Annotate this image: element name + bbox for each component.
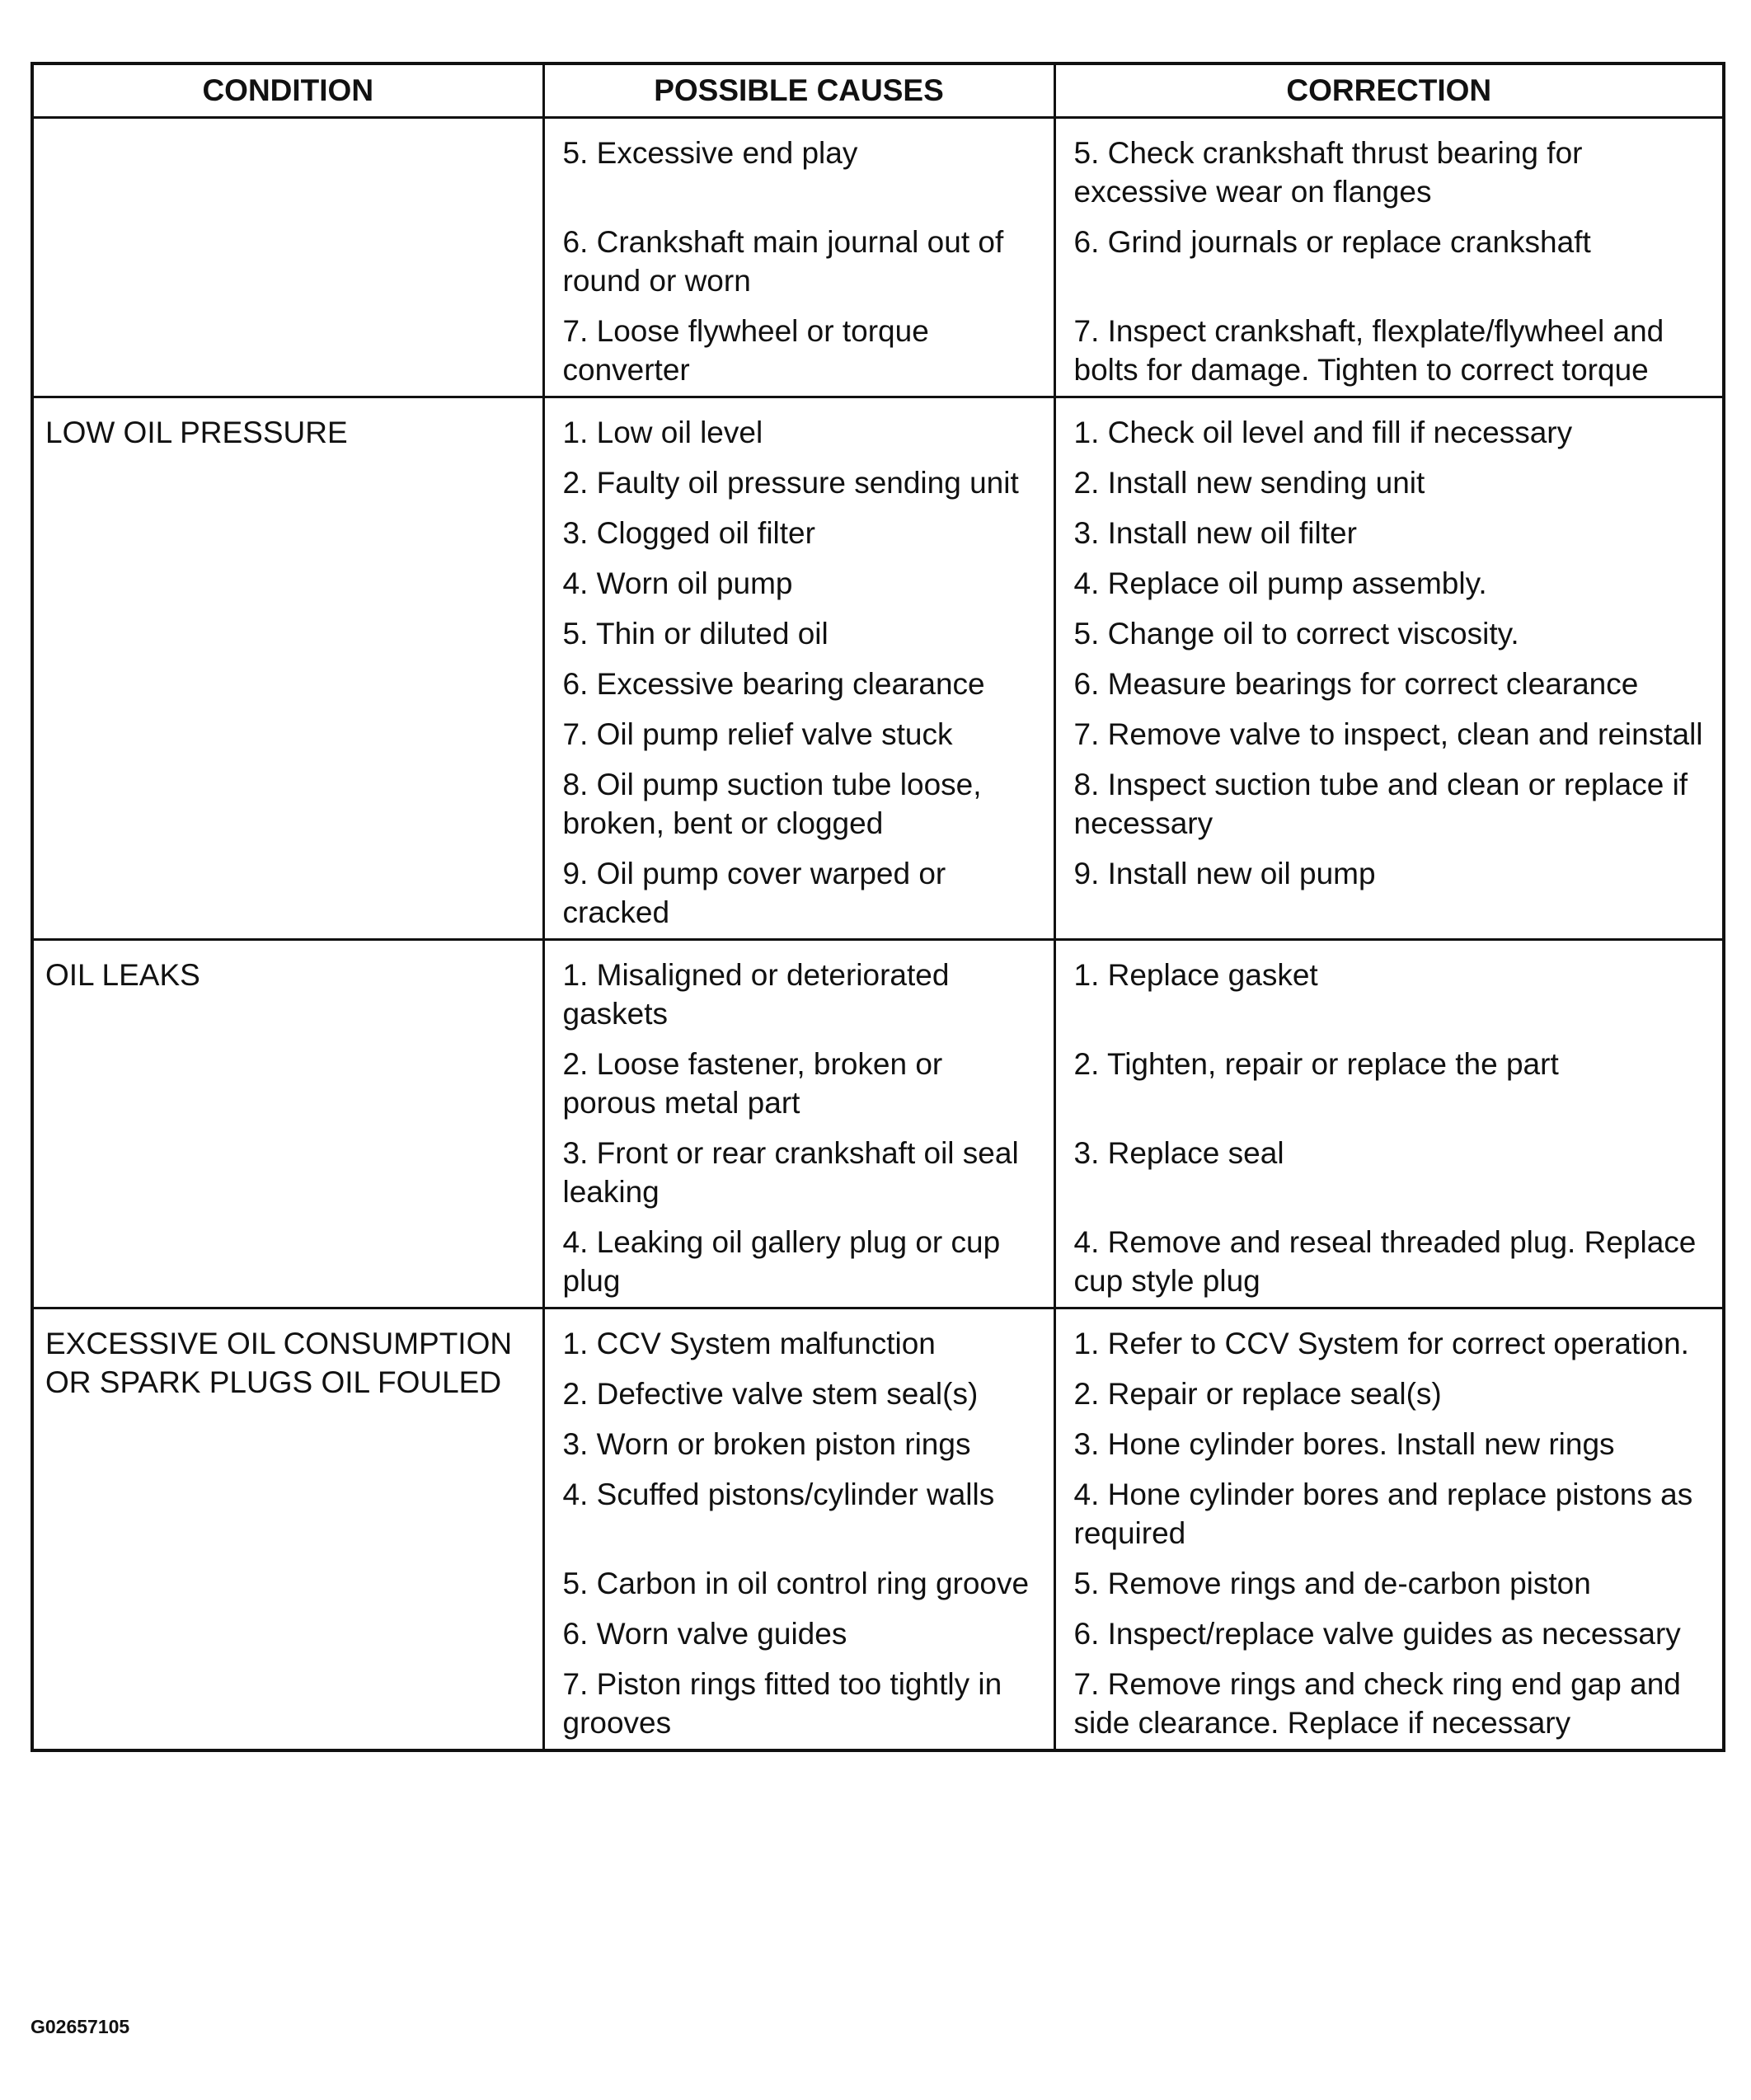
correction-item: 6. Grind journals or replace crankshaft [1073, 225, 1591, 259]
cause-item: 5. Excessive end play [562, 136, 858, 170]
cause-item: 9. Oil pump cover warped or cracked [562, 857, 946, 929]
cause-item: 1. CCV System malfunction [562, 1327, 936, 1360]
table-row [32, 940, 1724, 1308]
header-correction: CORRECTION [1054, 63, 1724, 118]
cause-item: 4. Scuffed pistons/cylinder walls [562, 1478, 995, 1511]
figure-id: G02657105 [31, 2016, 130, 2037]
condition-text: LOW OIL PRESSURE [45, 416, 348, 449]
header-possible-causes: POSSIBLE CAUSES [543, 63, 1054, 118]
diagnosis-table [31, 62, 1725, 1752]
header-condition: CONDITION [32, 63, 543, 118]
correction-item: 8. Inspect suction tube and clean or replace if necessary [1073, 768, 1688, 840]
table-header-row [32, 63, 1724, 118]
cause-item: 6. Worn valve guides [562, 1617, 847, 1651]
cause-item: 7. Oil pump relief valve stuck [562, 717, 953, 751]
condition-cell [32, 118, 543, 397]
possible-causes-cell [543, 118, 1054, 397]
correction-cell [1054, 1308, 1724, 1751]
table-row [32, 397, 1724, 940]
cause-item: 6. Excessive bearing clearance [562, 667, 985, 701]
correction-item: 5. Check crankshaft thrust bearing for excessive wear on flanges [1073, 136, 1583, 209]
condition-text: EXCESSIVE OIL CONSUMPTION OR SPARK PLUGS OIL FOULED [45, 1327, 513, 1399]
cause-item: 7. Piston rings fitted too tightly in grooves [562, 1667, 1002, 1740]
correction-item: 7. Inspect crankshaft, flexplate/flywheel and bolts for damage. Tighten to correct torque [1073, 314, 1664, 387]
correction-cell [1054, 118, 1724, 397]
correction-item: 5. Change oil to correct viscosity. [1073, 617, 1519, 651]
correction-item: 6. Measure bearings for correct clearance [1073, 667, 1639, 701]
table-row [32, 118, 1724, 397]
correction-cell [1054, 940, 1724, 1308]
table-row [32, 1308, 1724, 1751]
cause-item: 4. Worn oil pump [562, 566, 793, 600]
possible-causes-cell [543, 940, 1054, 1308]
correction-item: 1. Check oil level and fill if necessary [1073, 416, 1573, 449]
cause-item: 2. Faulty oil pressure sending unit [562, 466, 1019, 500]
correction-cell [1054, 397, 1724, 940]
cause-item: 3. Front or rear crankshaft oil seal leaking [562, 1136, 1019, 1209]
correction-item: 4. Hone cylinder bores and replace pistons as required [1073, 1478, 1693, 1550]
condition-cell [32, 1308, 543, 1751]
cause-item: 1. Low oil level [562, 416, 763, 449]
correction-item: 2. Install new sending unit [1073, 466, 1425, 500]
correction-item: 4. Remove and reseal threaded plug. Replace cup style plug [1073, 1225, 1697, 1298]
cause-item: 7. Loose flywheel or torque converter [562, 314, 929, 387]
cause-item: 2. Defective valve stem seal(s) [562, 1377, 979, 1411]
cause-item: 3. Worn or broken piston rings [562, 1427, 971, 1461]
cause-item: 3. Clogged oil filter [562, 516, 815, 550]
correction-item: 2. Repair or replace seal(s) [1073, 1377, 1442, 1411]
cause-item: 1. Misaligned or deteriorated gaskets [562, 958, 950, 1031]
cause-item: 4. Leaking oil gallery plug or cup plug [562, 1225, 1001, 1298]
correction-item: 9. Install new oil pump [1073, 857, 1376, 890]
correction-item: 6. Inspect/replace valve guides as necessary [1073, 1617, 1681, 1651]
correction-item: 1. Replace gasket [1073, 958, 1318, 992]
correction-item: 3. Replace seal [1073, 1136, 1284, 1170]
cause-item: 8. Oil pump suction tube loose, broken, bent or clogged [562, 768, 982, 840]
cause-item: 5. Carbon in oil control ring groove [562, 1567, 1030, 1600]
correction-item: 7. Remove valve to inspect, clean and reinstall [1073, 717, 1703, 751]
condition-text: OIL LEAKS [45, 958, 200, 992]
correction-item: 4. Replace oil pump assembly. [1073, 566, 1487, 600]
table-body [32, 118, 1724, 1751]
condition-cell [32, 940, 543, 1308]
condition-cell [32, 397, 543, 940]
cause-item: 6. Crankshaft main journal out of round or worn [562, 225, 1004, 298]
cause-item: 2. Loose fastener, broken or porous metal part [562, 1047, 943, 1120]
correction-item: 3. Hone cylinder bores. Install new rings [1073, 1427, 1615, 1461]
correction-item: 3. Install new oil filter [1073, 516, 1357, 550]
correction-item: 5. Remove rings and de-carbon piston [1073, 1567, 1591, 1600]
cause-item: 5. Thin or diluted oil [562, 617, 829, 651]
correction-item: 2. Tighten, repair or replace the part [1073, 1047, 1559, 1081]
possible-causes-cell [543, 397, 1054, 940]
correction-item: 1. Refer to CCV System for correct operation. [1073, 1327, 1689, 1360]
possible-causes-cell [543, 1308, 1054, 1751]
correction-item: 7. Remove rings and check ring end gap and side clearance. Replace if necessary [1073, 1667, 1681, 1740]
